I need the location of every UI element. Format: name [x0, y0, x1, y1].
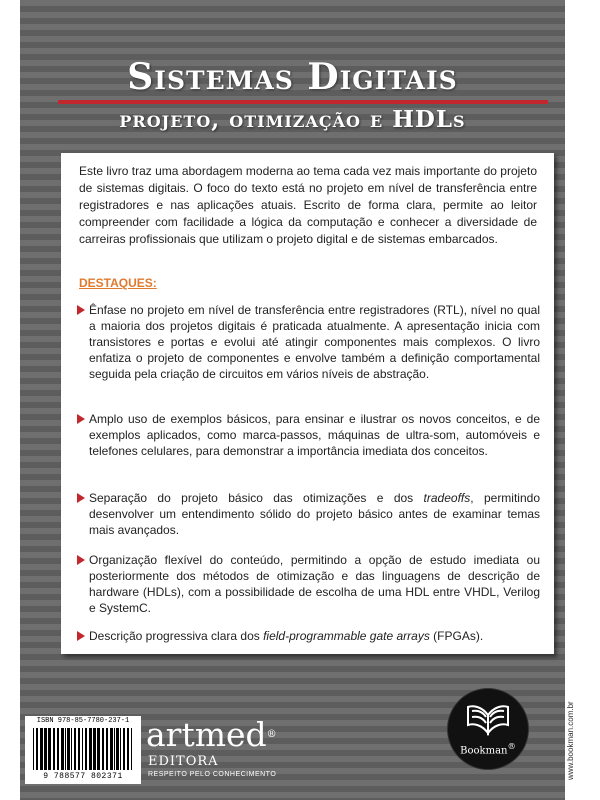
barcode-bar	[33, 728, 34, 770]
barcode-bar	[65, 728, 66, 770]
bullet-text-emphasis: tradeoffs	[423, 491, 471, 505]
barcode-bar	[74, 728, 76, 770]
destaques-heading: DESTAQUES:	[79, 276, 157, 290]
barcode-bar	[71, 728, 72, 770]
book-subtitle: projeto, otimização e HDLs	[119, 106, 466, 133]
barcode-bar	[78, 728, 80, 770]
bookman-logo	[447, 688, 529, 770]
artmed-tagline: RESPEITO PELO CONHECIMENTO	[148, 771, 277, 778]
artmed-name: artmed	[146, 715, 267, 754]
bookman-label	[448, 741, 528, 756]
bookman-name: Bookman	[460, 745, 508, 757]
barcode-number: 9 788577 802371	[43, 772, 123, 781]
barcode-bar	[36, 728, 38, 770]
bullet-item	[89, 552, 540, 616]
barcode-bar	[97, 728, 100, 770]
barcode-bar	[89, 728, 92, 770]
barcode-bar	[114, 728, 115, 770]
barcode-bar	[120, 728, 121, 770]
barcode-bar	[102, 728, 104, 770]
barcode-bar	[85, 728, 87, 770]
intro-text: Este livro traz uma abordagem moderna ao tema cada vez mais importante do projeto de sistemas digitais. O foco do texto está no projeto em nível de transferência entre registradores e nas aplicações atuais. Escrito de forma clara, permite ao leitor compreender com facilidade a lógica da computação e conhecer a diversidade de carreiras profissionais que utilizam o projeto digital e de sistemas embarcados.	[79, 164, 537, 246]
barcode-bar	[93, 728, 96, 770]
title-underline	[58, 100, 548, 104]
barcode-bar	[127, 728, 129, 770]
arrow-bullet-icon	[77, 414, 85, 424]
arrow-bullet-icon	[77, 305, 85, 315]
book-title: Sistemas Digitais	[127, 56, 458, 98]
artmed-registered-mark: ®	[266, 729, 277, 740]
bullet-text-pre: Descrição progressiva clara dos	[89, 629, 264, 643]
barcode-bar	[48, 728, 51, 770]
open-book-icon	[466, 699, 510, 739]
barcode-icon	[31, 728, 135, 770]
arrow-bullet-icon	[77, 493, 85, 503]
barcode-bar	[67, 728, 70, 770]
barcode-bar	[116, 728, 119, 770]
isbn-text: ISBN 978-85-7780-237-1	[36, 717, 130, 725]
bullet-item	[89, 628, 540, 644]
arrow-bullet-icon	[77, 631, 85, 641]
arrow-bullet-icon	[77, 555, 85, 565]
bullet-text-emphasis: field-programmable gate arrays	[263, 629, 430, 643]
barcode-bar	[110, 728, 113, 770]
barcode-bar	[106, 728, 108, 770]
barcode-bar	[82, 728, 83, 770]
bullet-text: Ênfase no projeto em nível de transferência entre registradores (RTL), nível no qual a maioria dos projetos digitais é praticada atualmente. A apresentação inicia com transistores e portas e evolui até atingir componentes mais complexos. O livro enfatiza o projeto de componentes e envolve também a definição comportamental seguida pela criação de circuitos em vários níveis de abstração.	[89, 303, 540, 381]
bullet-text-pre: Separação do projeto básico das otimizações e dos	[89, 491, 424, 505]
barcode-block	[25, 716, 141, 784]
artmed-division: EDITORA	[148, 754, 219, 769]
bullet-text: Organização flexível do conteúdo, permitindo a opção de estudo imediata ou posteriormente dos métodos de otimização e das linguagens de descrição de hardware (HDLs), com a possibilidade de escolha de uma HDL entre VHDL, Verilog e SystemC.	[89, 553, 540, 615]
barcode-bar	[44, 728, 47, 770]
bullet-text-post: , permitindo desenvolver um entendimento sólido do projeto básico antes de examinar temas mais avançados.	[89, 491, 540, 537]
bullet-item	[89, 302, 540, 382]
barcode-bar	[61, 728, 64, 770]
bookman-registered-mark: ®	[507, 741, 516, 751]
barcode-bar	[57, 728, 59, 770]
bullet-item	[89, 490, 540, 538]
bullet-item	[89, 411, 540, 459]
barcode-bar	[131, 728, 132, 770]
bullet-text: Amplo uso de exemplos básicos, para ensinar e ilustrar os novos conceitos, e de exemplos aplicados, como marca-passos, máquinas de ultra-som, automóveis e telefones celulares, para demonstrar a importância imediata dos conceitos.	[89, 412, 540, 458]
barcode-bar	[53, 728, 55, 770]
barcode-bar	[123, 728, 125, 770]
barcode-bar	[40, 728, 43, 770]
back-cover	[20, 0, 565, 800]
artmed-logo	[146, 716, 277, 754]
bullet-text-post: (FPGAs).	[429, 629, 484, 643]
description-box	[61, 153, 554, 654]
website-url[interactable]: www.bookman.com.br	[566, 701, 575, 780]
